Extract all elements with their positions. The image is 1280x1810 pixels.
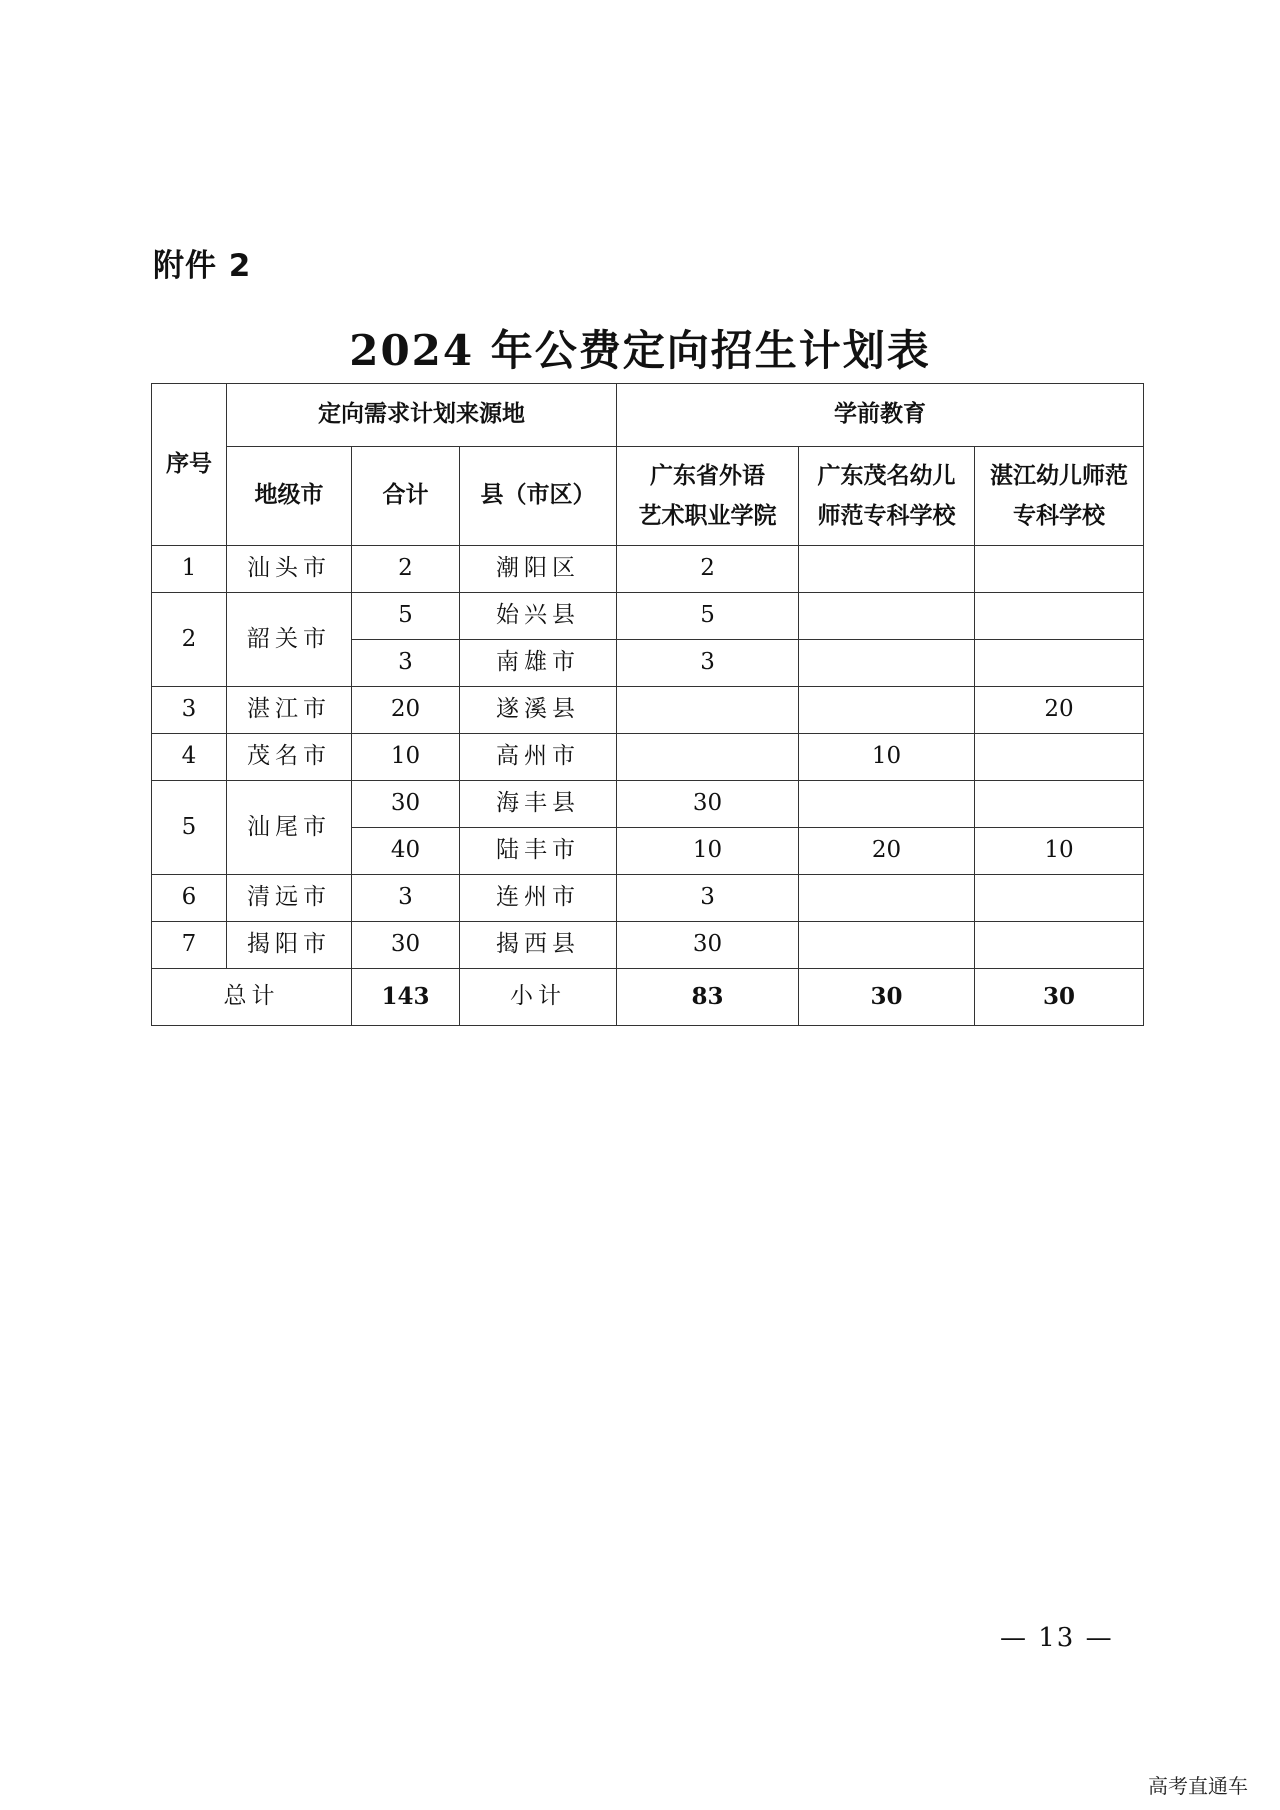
total-row bbox=[152, 969, 1144, 1026]
school-3-cell bbox=[975, 781, 1144, 828]
total-cell: 20 bbox=[352, 687, 460, 734]
city-column-header: 地级市 bbox=[227, 447, 352, 546]
city-cell: 揭阳市 bbox=[227, 922, 352, 969]
total-cell: 5 bbox=[352, 593, 460, 640]
seq-cell: 2 bbox=[152, 593, 227, 687]
table-row bbox=[152, 781, 1144, 828]
total-cell: 3 bbox=[352, 875, 460, 922]
seq-cell: 7 bbox=[152, 922, 227, 969]
school-3-cell bbox=[975, 640, 1144, 687]
school-1-cell: 3 bbox=[617, 640, 799, 687]
city-cell: 汕尾市 bbox=[227, 781, 352, 875]
school-2-cell bbox=[799, 687, 975, 734]
school-1-cell: 5 bbox=[617, 593, 799, 640]
subtotal-label: 小计 bbox=[460, 969, 617, 1026]
table-row bbox=[152, 546, 1144, 593]
table-row bbox=[152, 922, 1144, 969]
header-row-1 bbox=[152, 384, 1144, 447]
school-3-cell bbox=[975, 875, 1144, 922]
page-title: 2024 年公费定向招生计划表 bbox=[349, 326, 931, 375]
total-cell: 30 bbox=[352, 922, 460, 969]
total-column-header: 合计 bbox=[352, 447, 460, 546]
city-cell: 韶关市 bbox=[227, 593, 352, 687]
school-1-header bbox=[617, 447, 799, 546]
school-3-name-line-1: 湛江幼儿师范 bbox=[990, 462, 1129, 489]
school-2-cell bbox=[799, 922, 975, 969]
table-row bbox=[152, 875, 1144, 922]
school-2-header bbox=[799, 447, 975, 546]
school-2-cell bbox=[799, 546, 975, 593]
county-cell: 海丰县 bbox=[460, 781, 617, 828]
school-2-name-line-1: 广东茂名幼儿 bbox=[817, 462, 956, 489]
seq-cell: 6 bbox=[152, 875, 227, 922]
preschool-group-header: 学前教育 bbox=[617, 384, 1144, 447]
county-cell: 揭西县 bbox=[460, 922, 617, 969]
school-2-name-line-2: 师范专科学校 bbox=[817, 503, 956, 529]
school-3-cell bbox=[975, 546, 1144, 593]
county-cell: 南雄市 bbox=[460, 640, 617, 687]
county-cell: 陆丰市 bbox=[460, 828, 617, 875]
attachment-label: 附件 2 bbox=[153, 248, 252, 284]
school-3-cell bbox=[975, 593, 1144, 640]
school-3-header bbox=[975, 447, 1144, 546]
total-cell: 10 bbox=[352, 734, 460, 781]
seq-cell: 4 bbox=[152, 734, 227, 781]
table-row bbox=[152, 687, 1144, 734]
county-column-header: 县（市区） bbox=[460, 447, 617, 546]
total-cell: 30 bbox=[352, 781, 460, 828]
school-1-cell bbox=[617, 734, 799, 781]
school-3-subtotal: 30 bbox=[975, 969, 1144, 1026]
city-cell: 茂名市 bbox=[227, 734, 352, 781]
county-cell: 潮阳区 bbox=[460, 546, 617, 593]
school-1-name-line-1: 广东省外语 bbox=[650, 462, 766, 489]
school-1-cell: 10 bbox=[617, 828, 799, 875]
school-3-cell bbox=[975, 734, 1144, 781]
county-cell: 高州市 bbox=[460, 734, 617, 781]
school-2-cell bbox=[799, 640, 975, 687]
school-2-cell bbox=[799, 875, 975, 922]
school-3-cell: 20 bbox=[975, 687, 1144, 734]
table-row bbox=[152, 593, 1144, 640]
seq-cell: 1 bbox=[152, 546, 227, 593]
page-number: — 13 — bbox=[1000, 1623, 1114, 1653]
seq-cell: 5 bbox=[152, 781, 227, 875]
total-cell: 3 bbox=[352, 640, 460, 687]
school-1-cell bbox=[617, 687, 799, 734]
school-1-subtotal: 83 bbox=[617, 969, 799, 1026]
school-2-cell bbox=[799, 781, 975, 828]
school-1-name-line-2: 艺术职业学院 bbox=[638, 503, 777, 529]
county-cell: 连州市 bbox=[460, 875, 617, 922]
school-1-cell: 3 bbox=[617, 875, 799, 922]
seq-cell: 3 bbox=[152, 687, 227, 734]
city-cell: 湛江市 bbox=[227, 687, 352, 734]
city-cell: 清远市 bbox=[227, 875, 352, 922]
table-row bbox=[152, 734, 1144, 781]
school-3-cell bbox=[975, 922, 1144, 969]
enrollment-plan-table bbox=[151, 383, 1144, 1026]
school-2-cell bbox=[799, 593, 975, 640]
grand-total-value: 143 bbox=[352, 969, 460, 1026]
city-cell: 汕头市 bbox=[227, 546, 352, 593]
school-3-name-line-2: 专科学校 bbox=[1013, 503, 1106, 529]
school-1-cell: 30 bbox=[617, 922, 799, 969]
grand-total-label: 总计 bbox=[152, 969, 352, 1026]
county-cell: 始兴县 bbox=[460, 593, 617, 640]
source-group-header: 定向需求计划来源地 bbox=[227, 384, 617, 447]
school-1-cell: 30 bbox=[617, 781, 799, 828]
school-3-cell: 10 bbox=[975, 828, 1144, 875]
total-cell: 40 bbox=[352, 828, 460, 875]
school-1-cell: 2 bbox=[617, 546, 799, 593]
watermark: 高考直通车 bbox=[1148, 1774, 1248, 1798]
county-cell: 遂溪县 bbox=[460, 687, 617, 734]
header-row-2 bbox=[152, 447, 1144, 546]
school-2-cell: 20 bbox=[799, 828, 975, 875]
seq-header: 序号 bbox=[152, 384, 227, 546]
school-2-cell: 10 bbox=[799, 734, 975, 781]
total-cell: 2 bbox=[352, 546, 460, 593]
school-2-subtotal: 30 bbox=[799, 969, 975, 1026]
